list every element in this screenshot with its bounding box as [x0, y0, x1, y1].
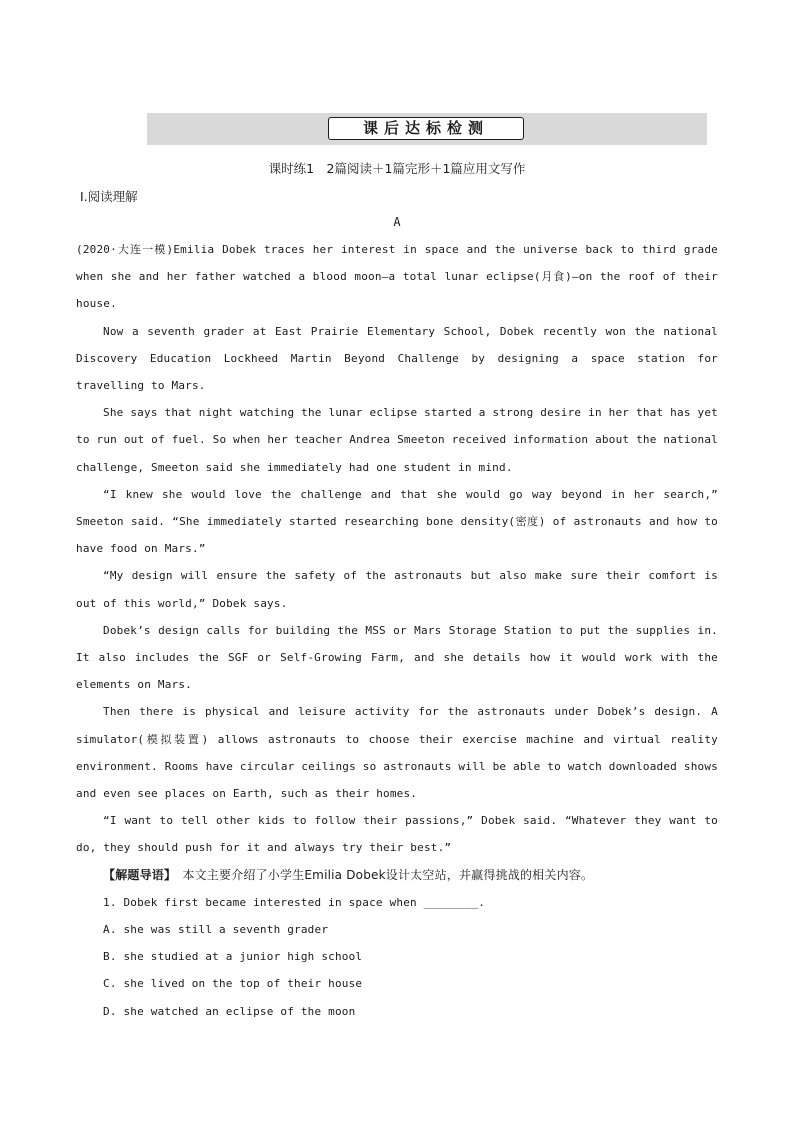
paragraph-7: Then there is physical and leisure activity for the astronauts under Dobek’s design. A simulator(模拟装置) allows astronauts to choose their exercise machine and virtual reality environment. Rooms have circular ceilings so astronauts will be able to watch downloaded shows and even see places on Earth, such as their homes.: [76, 705, 718, 801]
option-a: A. she was still a seventh grader: [103, 923, 329, 937]
option-b: B. she studied at a junior high school: [103, 950, 363, 964]
reading-guide: [76, 862, 718, 889]
question-stem: 1. Dobek first became interested in space when ________.: [103, 895, 486, 909]
header-banner: [147, 113, 707, 145]
paragraph-3: She says that night watching the lunar eclipse started a strong desire in her that has yet to run out of fuel. So when her teacher Andrea Smeeton received information about the national challenge, Smeeton said she immediately had one student in mind.: [76, 406, 718, 474]
paragraph-8: “I want to tell other kids to follow their passions,” Dobek said. “Whatever they want to do, they should push for it and always try their best.”: [76, 814, 718, 855]
banner-title: 课后达标检测: [328, 117, 524, 140]
passage-body: [76, 236, 718, 1025]
option-c: C. she lived on the top of their house: [103, 977, 363, 991]
guide-text: 本文主要介绍了小学生Emilia Dobek设计太空站，并赢得挑战的相关内容。: [170, 867, 594, 882]
section-title: Ⅰ.阅读理解: [80, 189, 138, 204]
paragraph-1: (2020·大连一模)Emilia Dobek traces her interest in space and the universe back to third grade when she and her father watched a blood moon—a total lunar eclipse(月食)—on the roof of their house.: [76, 243, 718, 311]
paragraph-2: Now a seventh grader at East Prairie Elementary School, Dobek recently won the national Discovery Education Lockheed Martin Beyond Challenge by designing a space station for travelling to Mars.: [76, 324, 718, 393]
lesson-subtitle: 课时练1 2篇阅读＋1篇完形＋1篇应用文写作: [268, 161, 526, 176]
paragraph-4: “I knew she would love the challenge and that she would go way beyond in her search,” Smeeton said. “She immediately started researching bone density(密度) of astronauts and how to have food on Mars.”: [76, 487, 718, 556]
option-d: D. she watched an eclipse of the moon: [103, 1004, 356, 1018]
paragraph-6: Dobek’s design calls for building the MSS or Mars Storage Station to put the supplies in. It also includes the SGF or Self-Growing Farm, and she details how it would work with the elements on Mars.: [76, 623, 718, 692]
passage-label: A: [393, 215, 401, 229]
paragraph-5: “My design will ensure the safety of the astronauts but also make sure their comfort is out of this world,” Dobek says.: [76, 569, 718, 610]
guide-label: 【解题导语】: [103, 867, 171, 882]
